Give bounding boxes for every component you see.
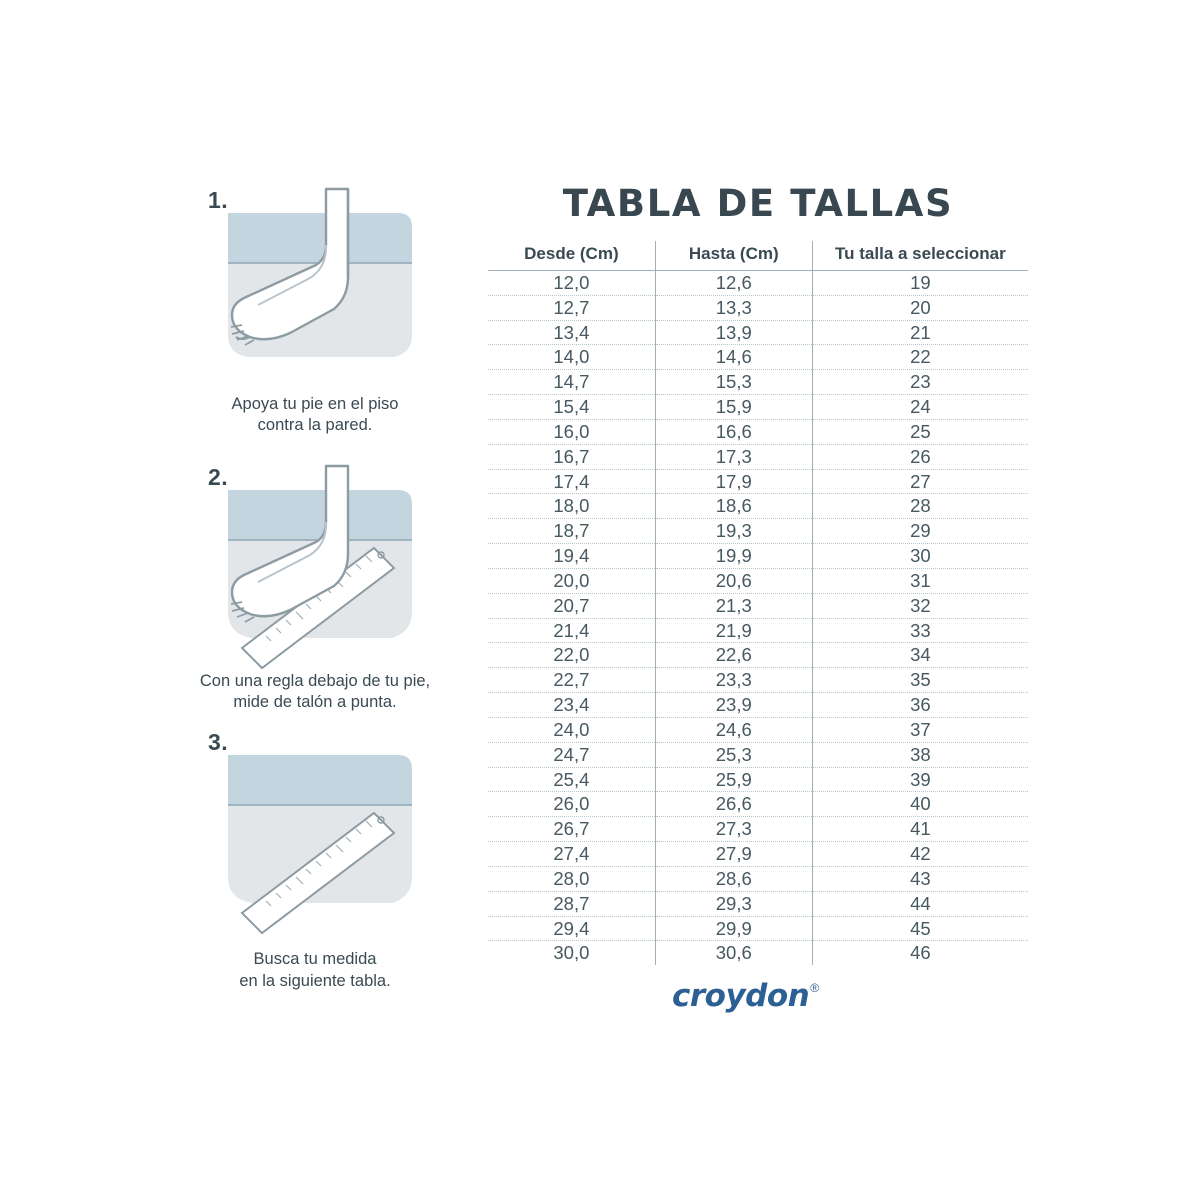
table-row bbox=[488, 891, 1028, 916]
cell-hasta: 12,6 bbox=[655, 271, 812, 296]
step-1-illustration bbox=[198, 185, 448, 390]
table-row bbox=[488, 370, 1028, 395]
cell-desde: 29,4 bbox=[488, 916, 655, 941]
cell-hasta: 19,9 bbox=[655, 544, 812, 569]
table-row bbox=[488, 643, 1028, 668]
cell-desde: 12,0 bbox=[488, 271, 655, 296]
cell-hasta: 13,9 bbox=[655, 320, 812, 345]
cell-talla: 25 bbox=[812, 419, 1028, 444]
instruction-step-2 bbox=[180, 462, 450, 713]
cell-talla: 19 bbox=[812, 271, 1028, 296]
cell-hasta: 15,9 bbox=[655, 395, 812, 420]
table-row bbox=[488, 593, 1028, 618]
brand-logo bbox=[672, 978, 819, 1014]
cell-talla: 33 bbox=[812, 618, 1028, 643]
table-row bbox=[488, 866, 1028, 891]
cell-desde: 22,7 bbox=[488, 668, 655, 693]
table-row bbox=[488, 469, 1028, 494]
table-row bbox=[488, 618, 1028, 643]
cell-hasta: 28,6 bbox=[655, 866, 812, 891]
cell-desde: 28,0 bbox=[488, 866, 655, 891]
cell-talla: 43 bbox=[812, 866, 1028, 891]
step-1-number: 1. bbox=[208, 187, 229, 213]
cell-desde: 26,0 bbox=[488, 792, 655, 817]
cell-desde: 13,4 bbox=[488, 320, 655, 345]
cell-hasta: 23,9 bbox=[655, 693, 812, 718]
step-2-caption-line2: mide de talón a punta. bbox=[233, 693, 397, 712]
table-row bbox=[488, 767, 1028, 792]
instruction-step-3 bbox=[180, 727, 450, 991]
cell-desde: 12,7 bbox=[488, 295, 655, 320]
cell-hasta: 20,6 bbox=[655, 568, 812, 593]
step-2-illustration bbox=[198, 462, 448, 667]
cell-desde: 14,0 bbox=[488, 345, 655, 370]
cell-talla: 42 bbox=[812, 842, 1028, 867]
column-header-desde: Desde (Cm) bbox=[488, 241, 655, 271]
cell-hasta: 18,6 bbox=[655, 494, 812, 519]
cell-desde: 15,4 bbox=[488, 395, 655, 420]
step-3-illustration bbox=[198, 727, 448, 957]
cell-talla: 36 bbox=[812, 693, 1028, 718]
cell-talla: 28 bbox=[812, 494, 1028, 519]
table-row bbox=[488, 320, 1028, 345]
table-row bbox=[488, 544, 1028, 569]
cell-hasta: 17,9 bbox=[655, 469, 812, 494]
cell-hasta: 19,3 bbox=[655, 519, 812, 544]
cell-desde: 28,7 bbox=[488, 891, 655, 916]
cell-hasta: 30,6 bbox=[655, 941, 812, 965]
cell-desde: 26,7 bbox=[488, 817, 655, 842]
cell-desde: 16,7 bbox=[488, 444, 655, 469]
cell-desde: 21,4 bbox=[488, 618, 655, 643]
step-1-caption-line1: Apoya tu pie en el piso bbox=[231, 395, 399, 413]
table-row bbox=[488, 693, 1028, 718]
cell-talla: 20 bbox=[812, 295, 1028, 320]
cell-hasta: 29,9 bbox=[655, 916, 812, 941]
cell-talla: 38 bbox=[812, 742, 1028, 767]
cell-desde: 24,7 bbox=[488, 742, 655, 767]
cell-talla: 23 bbox=[812, 370, 1028, 395]
cell-talla: 26 bbox=[812, 444, 1028, 469]
table-row bbox=[488, 271, 1028, 296]
step-2-number: 2. bbox=[208, 464, 229, 491]
table-row bbox=[488, 395, 1028, 420]
cell-hasta: 23,3 bbox=[655, 668, 812, 693]
cell-desde: 24,0 bbox=[488, 717, 655, 742]
column-header-talla: Tu talla a seleccionar bbox=[812, 241, 1028, 271]
cell-hasta: 25,9 bbox=[655, 767, 812, 792]
page-title: TABLA DE TALLAS bbox=[562, 182, 954, 225]
table-row bbox=[488, 494, 1028, 519]
size-table bbox=[488, 241, 1028, 965]
cell-talla: 45 bbox=[812, 916, 1028, 941]
table-row bbox=[488, 419, 1028, 444]
cell-talla: 41 bbox=[812, 817, 1028, 842]
registered-trademark-icon: ® bbox=[810, 981, 820, 995]
cell-desde: 30,0 bbox=[553, 942, 590, 964]
cell-desde: 25,4 bbox=[488, 767, 655, 792]
cell-hasta: 25,3 bbox=[655, 742, 812, 767]
instructions-column bbox=[180, 185, 450, 998]
cell-talla: 32 bbox=[812, 593, 1028, 618]
table-header-row bbox=[488, 241, 1028, 271]
size-table-area bbox=[488, 182, 1028, 965]
table-row bbox=[488, 668, 1028, 693]
cell-hasta: 14,6 bbox=[655, 345, 812, 370]
cell-talla: 30 bbox=[812, 544, 1028, 569]
cell-hasta: 21,9 bbox=[655, 618, 812, 643]
brand-name: croydon bbox=[672, 978, 810, 1014]
table-row bbox=[488, 345, 1028, 370]
instruction-step-1 bbox=[180, 185, 450, 436]
cell-talla: 29 bbox=[812, 519, 1028, 544]
cell-talla: 22 bbox=[812, 345, 1028, 370]
table-row bbox=[488, 916, 1028, 941]
size-table-body bbox=[488, 271, 1028, 966]
cell-hasta: 13,3 bbox=[655, 295, 812, 320]
cell-hasta: 24,6 bbox=[655, 717, 812, 742]
table-row bbox=[488, 941, 1028, 965]
cell-talla: 27 bbox=[812, 469, 1028, 494]
cell-hasta: 16,6 bbox=[655, 419, 812, 444]
cell-hasta: 17,3 bbox=[655, 444, 812, 469]
cell-hasta: 27,3 bbox=[655, 817, 812, 842]
step-1-caption bbox=[180, 394, 450, 436]
table-row bbox=[488, 568, 1028, 593]
cell-desde: 16,0 bbox=[488, 419, 655, 444]
cell-desde: 20,7 bbox=[488, 593, 655, 618]
cell-talla: 35 bbox=[812, 668, 1028, 693]
step-3-caption-line1: Busca tu medida bbox=[253, 950, 377, 969]
cell-talla: 24 bbox=[812, 395, 1028, 420]
table-row bbox=[488, 295, 1028, 320]
step-3-number: 3. bbox=[208, 729, 229, 756]
table-row bbox=[488, 444, 1028, 469]
step-1-caption-line2: contra la pared. bbox=[257, 416, 373, 435]
cell-hasta: 29,3 bbox=[655, 891, 812, 916]
cell-talla: 34 bbox=[812, 643, 1028, 668]
table-row bbox=[488, 792, 1028, 817]
cell-desde: 18,0 bbox=[488, 494, 655, 519]
cell-hasta: 22,6 bbox=[655, 643, 812, 668]
cell-talla: 46 bbox=[812, 941, 1028, 965]
cell-hasta: 21,3 bbox=[655, 593, 812, 618]
table-row bbox=[488, 717, 1028, 742]
table-row bbox=[488, 842, 1028, 867]
cell-desde: 19,4 bbox=[488, 544, 655, 569]
cell-desde: 17,4 bbox=[488, 469, 655, 494]
cell-talla: 39 bbox=[812, 767, 1028, 792]
cell-hasta: 27,9 bbox=[655, 842, 812, 867]
cell-hasta: 15,3 bbox=[655, 370, 812, 395]
table-row bbox=[488, 817, 1028, 842]
cell-desde: 23,4 bbox=[488, 693, 655, 718]
cell-talla: 40 bbox=[812, 792, 1028, 817]
step-3-caption-line2: en la siguiente tabla. bbox=[239, 971, 391, 990]
table-row bbox=[488, 519, 1028, 544]
cell-desde: 27,4 bbox=[488, 842, 655, 867]
cell-talla: 21 bbox=[812, 320, 1028, 345]
cell-desde: 20,0 bbox=[488, 568, 655, 593]
cell-desde: 14,7 bbox=[488, 370, 655, 395]
cell-talla: 37 bbox=[812, 717, 1028, 742]
table-row bbox=[488, 742, 1028, 767]
cell-talla: 44 bbox=[812, 891, 1028, 916]
step-2-caption-line1: Con una regla debajo de tu pie, bbox=[199, 672, 431, 691]
cell-hasta: 26,6 bbox=[655, 792, 812, 817]
column-header-hasta: Hasta (Cm) bbox=[655, 241, 812, 271]
step-2-caption bbox=[180, 671, 450, 713]
cell-desde: 22,0 bbox=[488, 643, 655, 668]
cell-desde: 18,7 bbox=[488, 519, 655, 544]
cell-talla: 31 bbox=[812, 568, 1028, 593]
